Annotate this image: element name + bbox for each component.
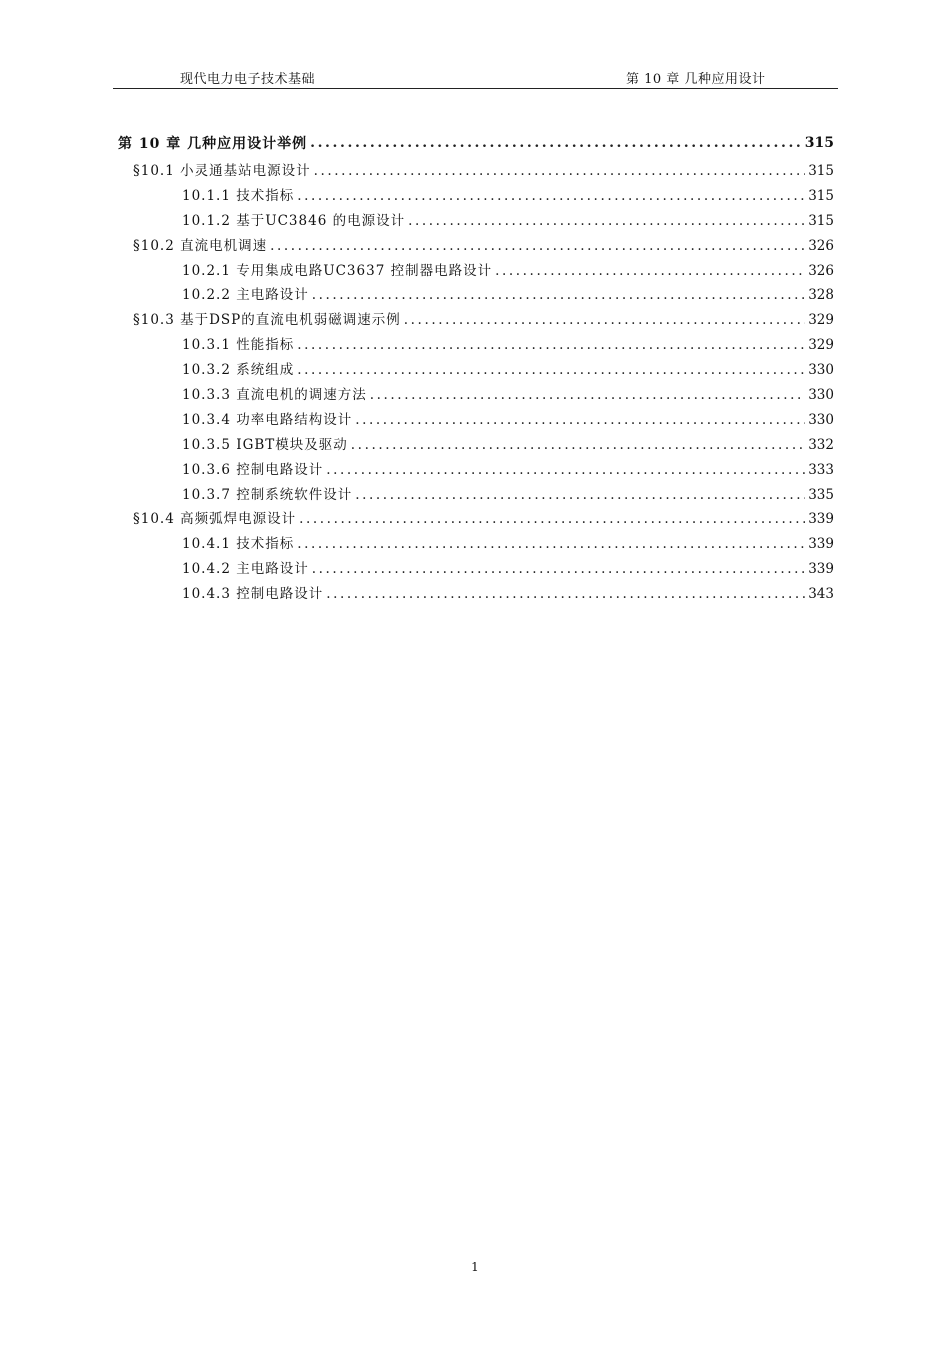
toc-entry-label: 10.3.7 控制系统软件设计 (182, 486, 353, 503)
toc-leader-dots (355, 412, 805, 428)
toc-entry-page: 315 (808, 187, 834, 204)
toc-leader-dots (495, 263, 805, 279)
toc-entry-subsection-10-1-2[interactable] (113, 209, 834, 234)
page-header (113, 66, 838, 89)
toc-leader-dots (408, 213, 805, 229)
toc-entry-page: 326 (808, 237, 834, 254)
toc-leader-dots (404, 312, 805, 328)
toc-leader-dots (351, 437, 805, 453)
toc-entry-label: 第 10 章 几种应用设计举例 (118, 135, 308, 152)
toc-entry-page: 330 (808, 387, 834, 404)
toc-entry-subsection-10-2-1[interactable] (113, 259, 834, 284)
toc-entry-page: 326 (808, 262, 834, 279)
header-book-title: 现代电力电子技术基础 (180, 72, 316, 87)
toc-entry-page: 339 (808, 536, 834, 553)
toc-entry-subsection-10-4-2[interactable] (113, 557, 834, 582)
toc-entry-subsection-10-3-6[interactable] (113, 458, 834, 483)
toc-leader-dots (326, 586, 805, 602)
toc-entry-label: §10.3 基于DSP的直流电机弱磁调速示例 (133, 312, 401, 329)
toc-leader-dots (314, 163, 805, 179)
toc-entry-page: 330 (808, 362, 834, 379)
toc-entry-label: 10.3.3 直流电机的调速方法 (182, 387, 367, 404)
toc-entry-page: 339 (808, 511, 834, 528)
toc-entry-subsection-10-3-3[interactable] (113, 383, 834, 408)
toc-entry-subsection-10-4-1[interactable] (113, 532, 834, 557)
toc-entry-subsection-10-3-2[interactable] (113, 358, 834, 383)
toc-entry-label: 10.2.1 专用集成电路UC3637 控制器电路设计 (182, 262, 493, 279)
toc-leader-dots (297, 188, 805, 204)
toc-entry-subsection-10-4-3[interactable] (113, 582, 834, 607)
toc-entry-label: 10.2.2 主电路设计 (182, 287, 309, 304)
toc-leader-dots (326, 462, 805, 478)
toc-entry-label: §10.2 直流电机调速 (133, 237, 268, 254)
toc-entry-page: 332 (808, 436, 834, 453)
toc-leader-dots (310, 135, 802, 151)
toc-entry-label: 10.3.4 功率电路结构设计 (182, 411, 353, 428)
toc-entry-label: 10.1.2 基于UC3846 的电源设计 (182, 212, 406, 229)
toc-leader-dots (297, 337, 805, 353)
page-number: 1 (471, 1260, 479, 1274)
toc-entry-page: 330 (808, 411, 834, 428)
toc-leader-dots (370, 387, 805, 403)
toc-entry-section-10-3[interactable] (113, 308, 834, 333)
toc-entry-page: 315 (808, 212, 834, 229)
toc-entry-label: 10.3.5 IGBT模块及驱动 (182, 436, 348, 453)
header-chapter-title: 第 10 章 几种应用设计 (626, 72, 766, 87)
toc-leader-dots (297, 536, 805, 552)
toc-entry-page: 339 (808, 561, 834, 578)
toc-entry-page: 315 (808, 163, 834, 179)
toc-entry-subsection-10-3-4[interactable] (113, 408, 834, 433)
toc-entry-subsection-10-3-1[interactable] (113, 333, 834, 358)
toc-entry-page: 329 (808, 337, 834, 354)
toc-leader-dots (355, 487, 805, 503)
toc-leader-dots (299, 511, 805, 527)
toc-entry-subsection-10-3-5[interactable] (113, 433, 834, 458)
toc-leader-dots (297, 362, 805, 378)
toc-entry-label: 10.4.1 技术指标 (182, 536, 295, 553)
toc-entry-subsection-10-3-7[interactable] (113, 483, 834, 508)
toc-entry-page: 335 (808, 486, 834, 503)
toc-entry-section-10-4[interactable] (113, 507, 834, 532)
toc-leader-dots (270, 238, 805, 254)
toc-entry-label: §10.4 高频弧焊电源设计 (133, 511, 297, 528)
toc-entry-page: 329 (808, 312, 834, 329)
toc-entry-section-10-2[interactable] (113, 234, 834, 259)
toc-entry-subsection-10-1-1[interactable] (113, 184, 834, 209)
toc-entry-label: 10.3.1 性能指标 (182, 337, 295, 354)
toc-entry-page: 328 (808, 287, 834, 304)
table-of-contents (113, 126, 834, 607)
toc-entry-label: 10.4.2 主电路设计 (182, 561, 309, 578)
toc-entry-label: 10.3.6 控制电路设计 (182, 461, 324, 478)
toc-entry-label: 10.4.3 控制电路设计 (182, 586, 324, 603)
toc-entry-label: 10.1.1 技术指标 (182, 187, 295, 204)
toc-entry-page: 333 (808, 461, 834, 478)
toc-leader-dots (312, 287, 805, 303)
toc-entry-subsection-10-2-2[interactable] (113, 283, 834, 308)
toc-entry-section-10-1[interactable] (113, 159, 834, 184)
toc-entry-page: 343 (808, 586, 834, 603)
toc-leader-dots (312, 561, 805, 577)
toc-entry-page: 315 (804, 134, 834, 151)
toc-entry-label: 10.3.2 系统组成 (182, 362, 295, 379)
toc-entry-chapter-10[interactable] (113, 126, 834, 159)
toc-entry-label: §10.1 小灵通基站电源设计 (133, 163, 311, 179)
